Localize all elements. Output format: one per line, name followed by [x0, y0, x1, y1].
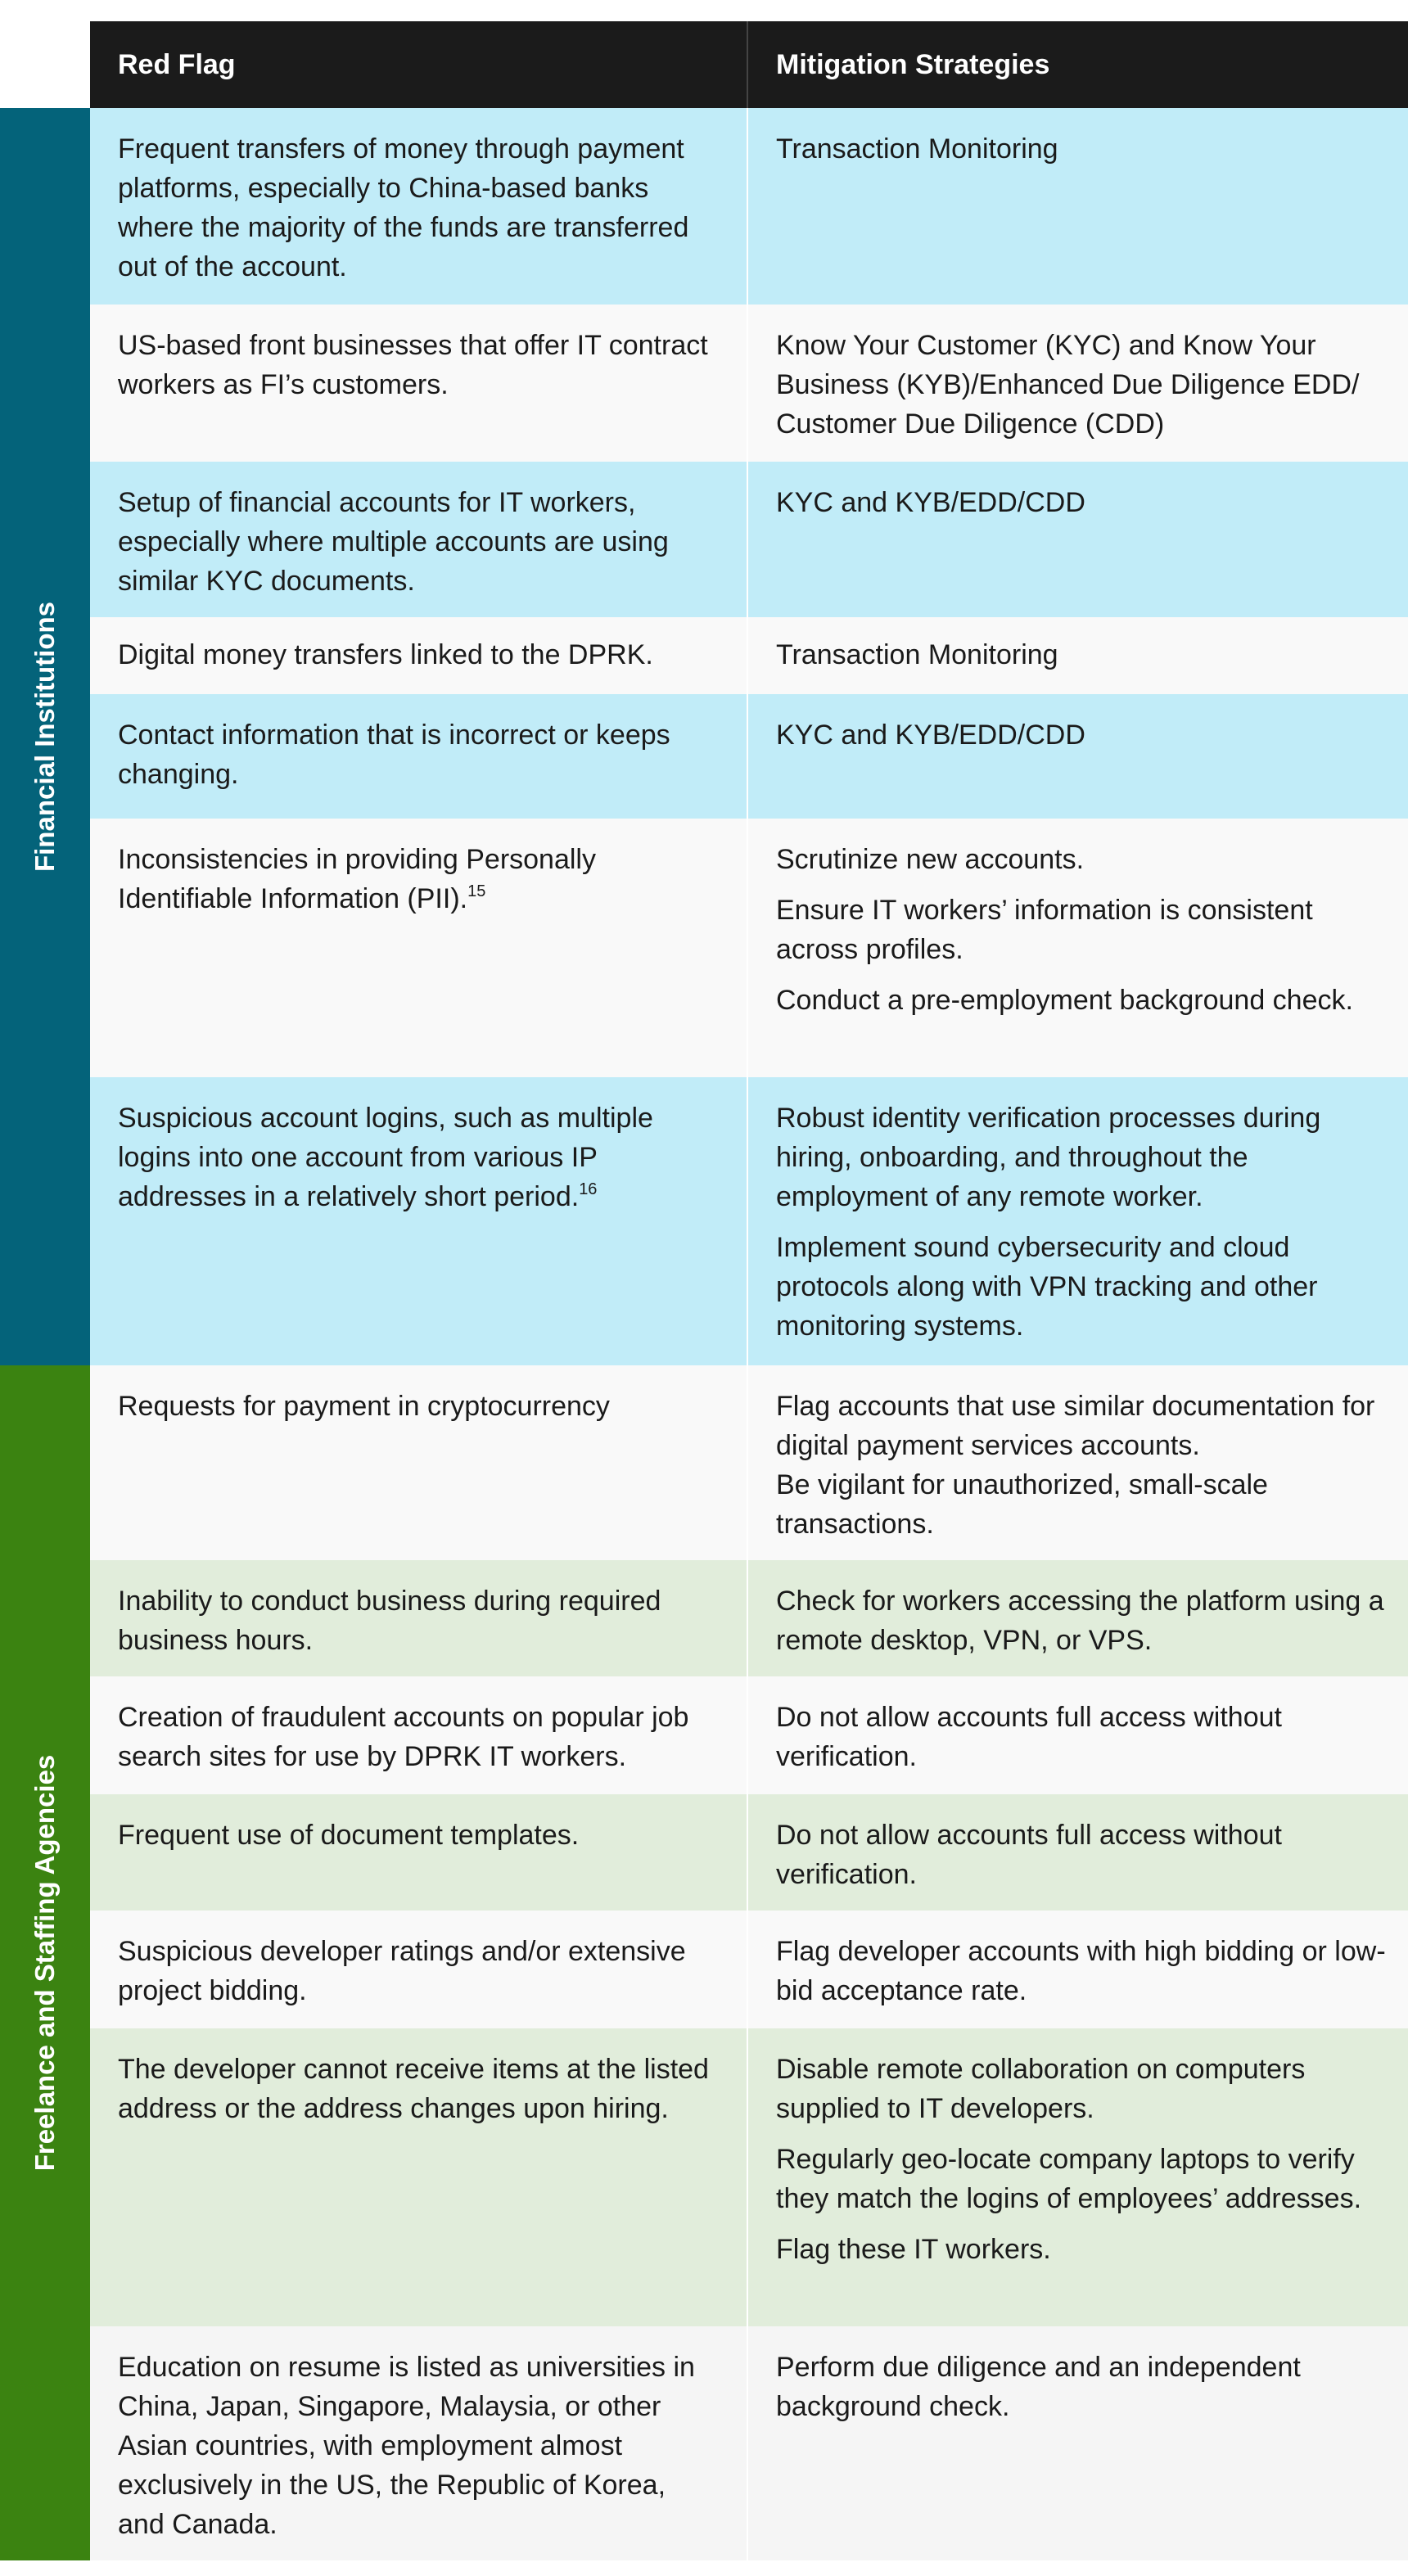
mitigation-cell: [748, 617, 1408, 694]
red-flag-cell: [90, 108, 748, 305]
footnote-marker: 16: [579, 1180, 598, 1198]
table-row: [90, 617, 1408, 694]
red-flag-cell: [90, 2326, 748, 2560]
mitigation-cell: [748, 462, 1408, 617]
red-flag-text: Contact information that is incorrect or keeps changing.: [118, 720, 670, 790]
mitigation-text: Check for workers accessing the platform using a remote desktop, VPN, or VPS.: [776, 1586, 1384, 1656]
mitigation-cell: [748, 1077, 1408, 1365]
header-red-flag: Red Flag: [90, 21, 748, 108]
table-row: [90, 1560, 1408, 1676]
red-flag-cell: [90, 1560, 748, 1676]
mitigation-text: Do not allow accounts full access without verification.: [776, 1820, 1282, 1890]
red-flag-cell: [90, 1911, 748, 2028]
red-flag-text: Frequent transfers of money through payment platforms, especially to China-based banks where the majority of the funds are transferred out of the account.: [118, 133, 689, 282]
mitigation-text: Do not allow accounts full access without verification.: [776, 1702, 1282, 1772]
table-row: [90, 1077, 1408, 1365]
table-row: [90, 2028, 1408, 2326]
mitigation-text: Conduct a pre-employment background check.: [776, 985, 1353, 1016]
table-row: [90, 694, 1408, 819]
mitigation-cell: [748, 1911, 1408, 2028]
mitigation-cell: [748, 1676, 1408, 1794]
mitigation-text: Scrutinize new accounts.: [776, 844, 1085, 875]
mitigation-cell: [748, 694, 1408, 819]
red-flag-cell: [90, 694, 748, 819]
mitigation-text: KYC and KYB/EDD/CDD: [776, 487, 1085, 518]
mitigation-text: Disable remote collaboration on computers supplied to IT developers.: [776, 2054, 1306, 2124]
mitigation-cell: [748, 108, 1408, 305]
mitigation-cell: [748, 2028, 1408, 2326]
red-flag-cell: [90, 1077, 748, 1365]
red-flag-text: Suspicious account logins, such as multiple logins into one account from various IP addresses in a relatively short period.: [118, 1103, 653, 1212]
group-financial-institutions: [0, 108, 90, 1365]
red-flag-text: Education on resume is listed as universities in China, Japan, Singapore, Malaysia, or other Asian countries, with employment almost exclusively in the US, the Republic of Korea, and Canada.: [118, 2352, 695, 2540]
mitigation-text: Robust identity verification processes during hiring, onboarding, and throughout the employment of any remote worker.: [776, 1103, 1321, 1212]
red-flag-text: Suspicious developer ratings and/or extensive project bidding.: [118, 1936, 686, 2006]
mitigation-text: Be vigilant for unauthorized, small-scale transactions.: [776, 1469, 1268, 1540]
group-label-freelance: Freelance and Staffing Agencies: [29, 1754, 60, 2172]
table-row: [90, 1676, 1408, 1794]
mitigation-text: Flag developer accounts with high bidding or low-bid acceptance rate.: [776, 1936, 1386, 2006]
mitigation-text: Transaction Monitoring: [776, 639, 1058, 670]
mitigation-text: Perform due diligence and an independent background check.: [776, 2352, 1301, 2422]
red-flag-cell: [90, 305, 748, 462]
table-row: [90, 462, 1408, 617]
mitigation-text: KYC and KYB/EDD/CDD: [776, 720, 1085, 751]
footnote-marker: 15: [467, 882, 486, 900]
table-row: [90, 1365, 1408, 1560]
table-row: [90, 1794, 1408, 1911]
table-row: [90, 305, 1408, 462]
red-flag-text: Frequent use of document templates.: [118, 1820, 580, 1851]
header-mitigation-strategies: Mitigation Strategies: [776, 49, 1050, 80]
mitigation-text: Flag these IT workers.: [776, 2234, 1051, 2265]
red-flag-text: Inability to conduct business during required business hours.: [118, 1586, 661, 1656]
mitigation-text: Ensure IT workers’ information is consistent across profiles.: [776, 895, 1313, 965]
red-flag-cell: [90, 1676, 748, 1794]
table-row: [90, 108, 1408, 305]
red-flag-text: Digital money transfers linked to the DPRK.: [118, 639, 653, 670]
table-row: [90, 2326, 1408, 2560]
red-flag-text: Creation of fraudulent accounts on popular job search sites for use by DPRK IT workers.: [118, 1702, 689, 1772]
red-flag-text: The developer cannot receive items at the listed address or the address changes upon hiring.: [118, 2054, 709, 2124]
group-label-financial: Financial Institutions: [29, 601, 60, 873]
mitigation-text: Flag accounts that use similar documentation for digital payment services accounts.: [776, 1391, 1375, 1461]
red-flag-cell: [90, 2028, 748, 2326]
red-flag-cell: [90, 462, 748, 617]
mitigation-text: Know Your Customer (KYC) and Know Your Business (KYB)/Enhanced Due Diligence EDD/ Customer Due Diligence (CDD): [776, 330, 1360, 440]
red-flag-text: Requests for payment in cryptocurrency: [118, 1391, 610, 1422]
mitigation-cell: [748, 1365, 1408, 1560]
mitigation-cell: [748, 819, 1408, 1077]
red-flag-cell: [90, 819, 748, 1077]
mitigation-text: Implement sound cybersecurity and cloud protocols along with VPN tracking and other monitoring systems.: [776, 1232, 1318, 1342]
mitigation-text: Regularly geo-locate company laptops to verify they match the logins of employees’ addresses.: [776, 2144, 1362, 2214]
mitigation-cell: [748, 1794, 1408, 1911]
red-flag-text: Inconsistencies in providing Personally Identifiable Information (PII).: [118, 844, 596, 914]
group-freelance-staffing: [0, 1365, 90, 2560]
red-flag-text: Setup of financial accounts for IT workers, especially where multiple accounts are using similar KYC documents.: [118, 487, 669, 597]
red-flag-cell: [90, 1794, 748, 1911]
red-flag-cell: [90, 1365, 748, 1560]
table-row: [90, 1911, 1408, 2028]
mitigation-cell: [748, 305, 1408, 462]
mitigation-text: Transaction Monitoring: [776, 133, 1058, 165]
table-header: [90, 21, 1408, 108]
red-flag-cell: [90, 617, 748, 694]
red-flag-text: US-based front businesses that offer IT contract workers as FI’s customers.: [118, 330, 708, 400]
table-row: [90, 819, 1408, 1077]
mitigation-cell: [748, 2326, 1408, 2560]
mitigation-cell: [748, 1560, 1408, 1676]
